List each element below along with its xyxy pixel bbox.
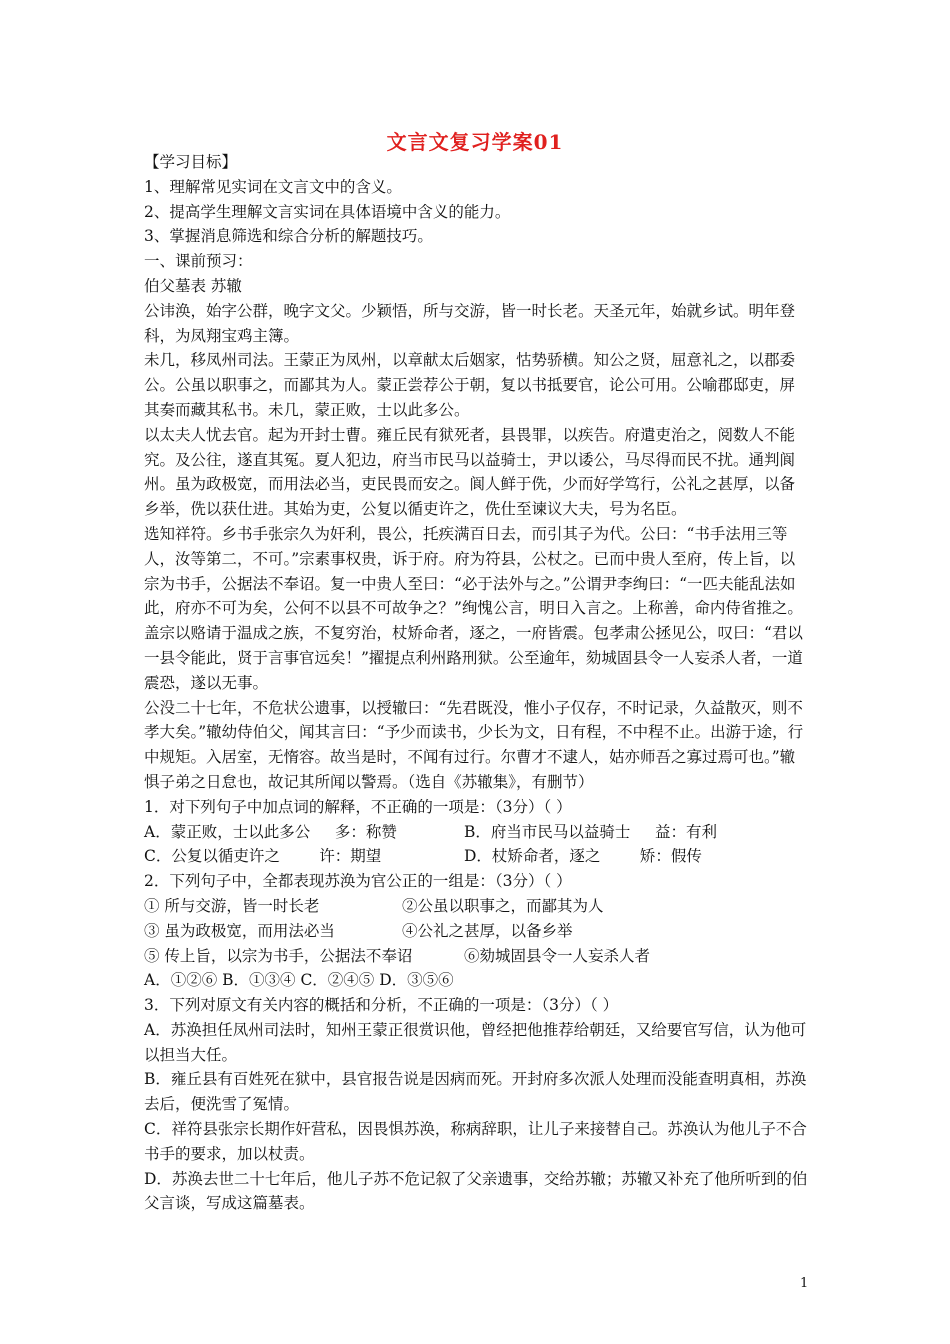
- article-paragraph: 公讳涣，始字公群，晚字文父。少颖悟，所与交游，皆一时长老。天圣元年，始就乡试。明年登科，为凤翔宝鸡主簿。: [144, 301, 796, 345]
- page-title: 文言文复习学案01: [386, 130, 564, 154]
- objective-item: 3、掌握消息筛选和综合分析的解题技巧。: [144, 227, 433, 246]
- option-text: D．杖矫命者，逐之 矫：假传: [464, 847, 702, 866]
- article-paragraph: 选知祥符。乡书手张宗久为奸利，畏公，托疾满百日去，而引其子为代。公曰：“书手法用三等人，汝等第二，不可。”宗素事权贵，诉于府。府为符县，公杖之。已而中贵人至府，传上旨，以宗为书手，公据法不奉诏。复一中贵人至曰：“必于法外与之。”公谓尹李绚曰：“一匹夫能乱法如此，府亦不可为矣，公何不以县不可故争之？”绚愧公言，明日入言之。上称善，命内侍省推之。盖宗以赂请于温成之族，不复穷治，杖矫命者，逐之，一府皆震。包孝肃公拯见公，叹曰：“君以一县令能此，贤于言事官远矣！”擢提点利州路刑狱。公至逾年，劾城固县令一人妄杀人者，一道震恐，遂以无事。: [144, 524, 803, 692]
- option-text: A．蒙正败，士以此多公 多：称赞: [144, 822, 397, 841]
- question-stem: 2．下列句子中，全都表现苏涣为官公正的一组是：（3分）（ ）: [144, 872, 572, 891]
- option-text: C．公复以循吏许之 许：期望: [144, 847, 382, 866]
- option-text: ②公虽以职事之，而鄙其为人: [402, 896, 604, 915]
- option-row: [144, 919, 810, 944]
- option-text: B．府当市民马以益骑士 益：有利: [464, 822, 718, 841]
- option-row: [144, 820, 810, 845]
- page-number: 1: [800, 1276, 809, 1291]
- question-stem: 1．对下列句子中加点词的解释，不正确的一项是：（3分）（ ）: [144, 797, 572, 816]
- question-stem: 3．下列对原文有关内容的概括和分析，不正确的一项是：（3分）（ ）: [144, 996, 619, 1015]
- option-text: ① 所与交游，皆一时长老: [144, 896, 320, 915]
- document-body: [144, 150, 810, 1216]
- option-row: [144, 844, 810, 869]
- option-text: B．雍丘县有百姓死在狱中，县官报告说是因病而死。开封府多次派人处理而没能查明真相，苏涣去后，便洗雪了冤情。: [144, 1070, 807, 1114]
- option-text: ④公礼之甚厚，以备乡举: [402, 921, 573, 940]
- article-paragraph: 以太夫人忧去官。起为开封士曹。雍丘民有狱死者，县畏罪，以疾告。府遣吏治之，阅数人不能究。及公往，遂直其冤。夏人犯边，府当市民马以益骑士，尹以诿公，马尽得而民不扰。通判阆州。虽为政极宽，而用法必当，吏民畏而安之。阆人鲜于侁，少而好学笃行，公礼之甚厚，以备乡举，侁以获仕进。其始为吏，公复以循吏许之，侁仕至谏议大夫，号为名臣。: [144, 425, 796, 519]
- option-text: A．苏涣担任凤州司法时，知州王蒙正很赏识他，曾经把他推荐给朝廷，又给要官写信，认为他可以担当大任。: [144, 1020, 807, 1064]
- article-title: 伯父墓表 苏辙: [144, 276, 242, 295]
- option-text: D．苏涣去世二十七年后，他儿子苏不危记叙了父亲遗事，交给苏辙；苏辙又补充了他所听到的伯父言谈，写成这篇墓表。: [144, 1169, 808, 1213]
- article-paragraph: 未几，移凤州司法。王蒙正为凤州，以章献太后姻家，怙势骄横。知公之贤，屈意礼之，以郡委公。公虽以职事之，而鄙其为人。蒙正尝荐公于朝，复以书抵要官，论公可用。公喻郡邸吏，屏其奏而藏其私书。未几，蒙正败，士以此多公。: [144, 351, 796, 419]
- option-text: ⑤ 传上旨，以宗为书手，公据法不奉诏: [144, 946, 413, 965]
- option-row: [144, 944, 810, 969]
- section-heading: 一、课前预习：: [144, 252, 253, 271]
- option-row: [144, 894, 810, 919]
- answer-choices: A．①②⑥ B．①③④ C．②④⑤ D．③⑤⑥: [144, 971, 454, 990]
- option-text: C．祥符县张宗长期作奸营私，因畏惧苏涣，称病辞职，让儿子来接替自己。苏涣认为他儿子不合书手的要求，加以杖责。: [144, 1120, 807, 1163]
- objective-item: 1、理解常见实词在文言文中的含义。: [144, 177, 402, 196]
- objectives-heading: 【学习目标】: [144, 153, 238, 171]
- option-text: ⑥劾城固县令一人妄杀人者: [464, 946, 651, 965]
- article-paragraph: 公没二十七年，不危状公遗事，以授辙曰：“先君既没，惟小子仅存，不时记录，久益散灭，则不孝大矣。”辙幼侍伯父，闻其言曰：“予少而读书，少长为文，日有程，不中程不止。出游于途，行中规矩。入居室，无惰容。故当是时，不闻有过行。尔曹才不逮人，姑亦师吾之寡过焉可也。”辙惧子弟之日怠也，故记其所闻以警焉。（选自《苏辙集》，有删节）: [144, 698, 804, 791]
- option-text: ③ 虽为政极宽，而用法必当: [144, 921, 335, 940]
- objective-item: 2、提高学生理解文言实词在具体语境中含义的能力。: [144, 202, 511, 221]
